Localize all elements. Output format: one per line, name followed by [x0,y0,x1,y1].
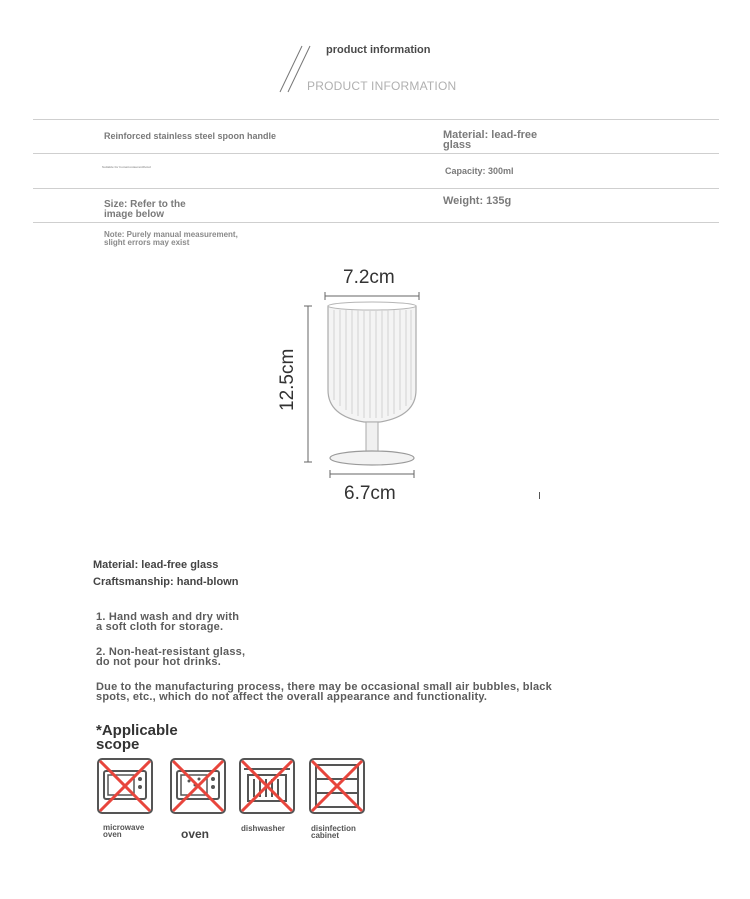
scope-label-disinfection-cabinet: disinfection cabinet [311,824,356,840]
spec-capacity: Capacity: 300ml [445,166,514,176]
spec-weight: Weight: 135g [443,195,512,207]
dimension-top-width: 7.2cm [343,267,395,288]
applicable-scope-title: *Applicable scope [96,722,178,753]
dishwasher-icon [238,757,296,815]
manufacturing-disclaimer: Due to the manufacturing process, there may be occasional small air bubbles, black spots, etc., which do not affect the overall appearance and functionality. [96,681,552,703]
scope-label-dishwasher: dishwasher [241,824,286,833]
spec-size: Size: Refer to the image below [104,199,186,220]
spec-tiny-note: Suitable for home/restaurant/hotel [102,165,151,169]
detail-craftsmanship: Craftsmanship: hand-blown [93,576,239,588]
care-instruction-1: 1. Hand wash and dry with a soft cloth for storage. [96,611,240,633]
measurement-note: Note: Purely manual measurement, slight errors may exist [104,230,238,247]
spec-handle: Reinforced stainless steel spoon handle [104,131,277,141]
table-divider [33,119,719,120]
oven-icon [169,757,227,815]
microwave-icon [96,757,154,815]
section-title: product information [326,44,431,56]
table-divider [33,222,719,223]
scope-label-oven: oven [181,827,210,841]
care-instruction-2: 2. Non-heat-resistant glass, do not pour hot drinks. [96,646,246,668]
scope-label-microwave: microwave oven [103,823,145,839]
tick-mark [539,492,540,499]
glass-foot [330,451,414,465]
detail-material: Material: lead-free glass [93,559,219,571]
section-subtitle: PRODUCT INFORMATION [307,79,457,93]
spec-material: Material: lead-free glass [443,129,538,151]
table-divider [33,188,719,189]
glass-stem [366,422,378,452]
dimension-height: 12.5cm [277,348,298,411]
glass-bowl [328,303,416,422]
dimension-base-width: 6.7cm [344,483,396,504]
table-divider [33,153,719,154]
disinfection-cabinet-icon [308,757,366,815]
glass-illustration [300,290,430,490]
